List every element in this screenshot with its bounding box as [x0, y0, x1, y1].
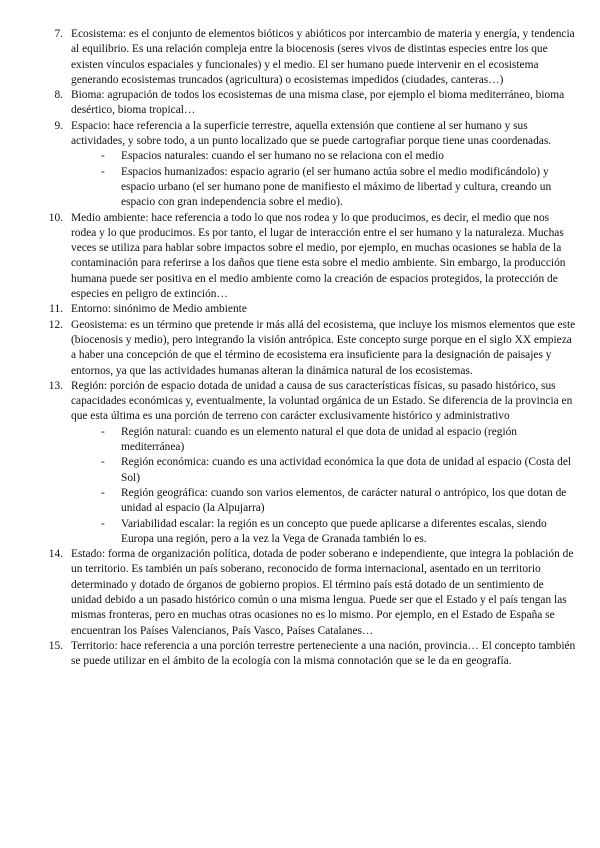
item-number: 8.	[54, 89, 63, 102]
list-item	[48, 211, 576, 303]
list-item	[48, 379, 576, 547]
list-item	[48, 302, 576, 317]
item-text: Estado: forma de organización política, dotada de poder soberano e independiente, que integra la población de un territorio. Es también un país soberano, reconocido de forma internacional, asentado en un territorio determinado y dotado de órganos de gobierno propios. El término país está dotado de un sentimiento de unidad debido a un pasado histórico común o una misma lengua. Puede ser que el Estado y el país tengan las mismas fronteras, pero en muchas otras ocasiones no es lo mismo. Por ejemplo, en el Estado de España se encuentran los Países Valencianos, País Vasco, Países Catalanes…	[71, 548, 574, 637]
dash-bullet: -	[101, 456, 105, 469]
sub-item-text: Región geográfica: cuando son varios elementos, de carácter natural o antrópico, los que dotan de unidad al espacio (la Alpujarra)	[121, 486, 567, 515]
dash-bullet: -	[101, 486, 105, 499]
definitions-list	[48, 27, 576, 669]
sub-item-text: Región natural: cuando es un elemento natural el que dota de unidad al espacio (región mediterránea)	[121, 425, 518, 454]
dash-bullet: -	[101, 425, 105, 438]
sub-list	[71, 149, 576, 210]
dash-bullet: -	[101, 165, 105, 178]
sub-item-text: Variabilidad escalar: la región es un concepto que puede aplicarse a diferentes escalas, siendo Europa una región, pero a la vez la Vega de Granada también lo es.	[121, 517, 547, 545]
item-text: Ecosistema: es el conjunto de elementos bióticos y abióticos por intercambio de materia y energía, y tendencia al equilibrio. Es una relación compleja entre la biocenosis (seres vivos de distintas especies entre los que existen vínculos espaciales y funcionales) y el medio. El ser humano puede intervenir en el ecosistema generando ecosistemas truncados (agricultura) o ecosistemas impedidos (ciudades, canteras…)	[71, 28, 575, 86]
item-number: 10.	[48, 211, 63, 224]
dash-bullet: -	[101, 517, 105, 530]
list-item	[48, 88, 576, 119]
sub-item-text: Espacios naturales: cuando el ser humano no se relaciona con el medio	[121, 150, 444, 163]
list-item	[48, 318, 576, 379]
list-item	[48, 27, 576, 88]
list-item	[48, 119, 576, 211]
item-text: Región: porción de espacio dotada de unidad a causa de sus características físicas, su pasado histórico, sus capacidades económicas y, eventualmente, la voluntad orgánica de un Estado. Se diferencia de la provincia en que esta última es una porción de terreno con carácter exclusivamente histórico y administrativo	[71, 379, 573, 423]
item-number: 7.	[54, 28, 63, 40]
sub-list-item	[71, 165, 576, 211]
item-text: Geosistema: es un término que pretende ir más allá del ecosistema, que incluye los mismos elementos que este (biocenosis y medio), pero integrando la visión antrópica. Este concepto surge porque en el siglo XX empieza a haber una concepción de que el término de ecosistema era insuficiente para la designación de paisajes y entornos, ya que las actividades humanas alteran la dinámica natural de los ecosistemas.	[71, 318, 576, 377]
item-number: 15.	[48, 639, 63, 652]
item-text: Medio ambiente: hace referencia a todo lo que nos rodea y lo que producimos, es decir, el medio que nos rodea y lo que producimos. Es por tanto, el lugar de interacción entre el ser humano y la naturaleza. Muchas veces se utiliza para hablar sobre impactos sobre el medio, por ejemplo, en muchas ocasiones se habla de la contaminación para referirse a los daños que tiene esta sobre el medio ambiente. Sin embargo, la producción humana puede ser positiva en el medio ambiente como la creación de espacios protegidos, la protección de especies en peligro de extinción…	[71, 211, 566, 301]
sub-list-item	[71, 455, 576, 486]
list-item	[48, 547, 576, 639]
item-text: Espacio: hace referencia a la superficie terrestre, aquella extensión que contiene al ser humano y sus actividades, y sobre todo, a un punto localizado que se puede cartografiar porque tiene unas coordenadas.	[71, 119, 552, 148]
dash-bullet: -	[101, 150, 105, 163]
sub-list	[71, 425, 576, 547]
sub-item-text: Espacios humanizados: espacio agrario (el ser humano actúa sobre el medio modificándolo) y espacio urbano (el ser humano pone de manifiesto el máximo de libertad y cultura, creando un espacio con gran independencia sobre el medio).	[121, 165, 552, 209]
sub-list-item	[71, 517, 576, 548]
item-text: Territorio: hace referencia a una porción terrestre perteneciente a una nación, provincia… El concepto también se puede utilizar en el ámbito de la ecología con la misma connotación que se le da en geografía.	[71, 639, 576, 668]
sub-list-item	[71, 425, 576, 456]
sub-list-item	[71, 486, 576, 517]
item-number: 14.	[48, 548, 63, 561]
sub-item-text: Región económica: cuando es una actividad económica la que dota de unidad al espacio (Costa del Sol)	[121, 456, 572, 484]
item-number: 13.	[48, 379, 63, 392]
item-number: 12.	[48, 318, 63, 331]
item-number: 11.	[49, 303, 63, 316]
list-item	[48, 639, 576, 670]
item-number: 9.	[54, 119, 63, 132]
sub-list-item	[71, 149, 576, 164]
item-text: Bioma: agrupación de todos los ecosistemas de una misma clase, por ejemplo el bioma mediterráneo, bioma desértico, bioma tropical…	[71, 89, 565, 117]
item-text: Entorno: sinónimo de Medio ambiente	[71, 303, 247, 316]
